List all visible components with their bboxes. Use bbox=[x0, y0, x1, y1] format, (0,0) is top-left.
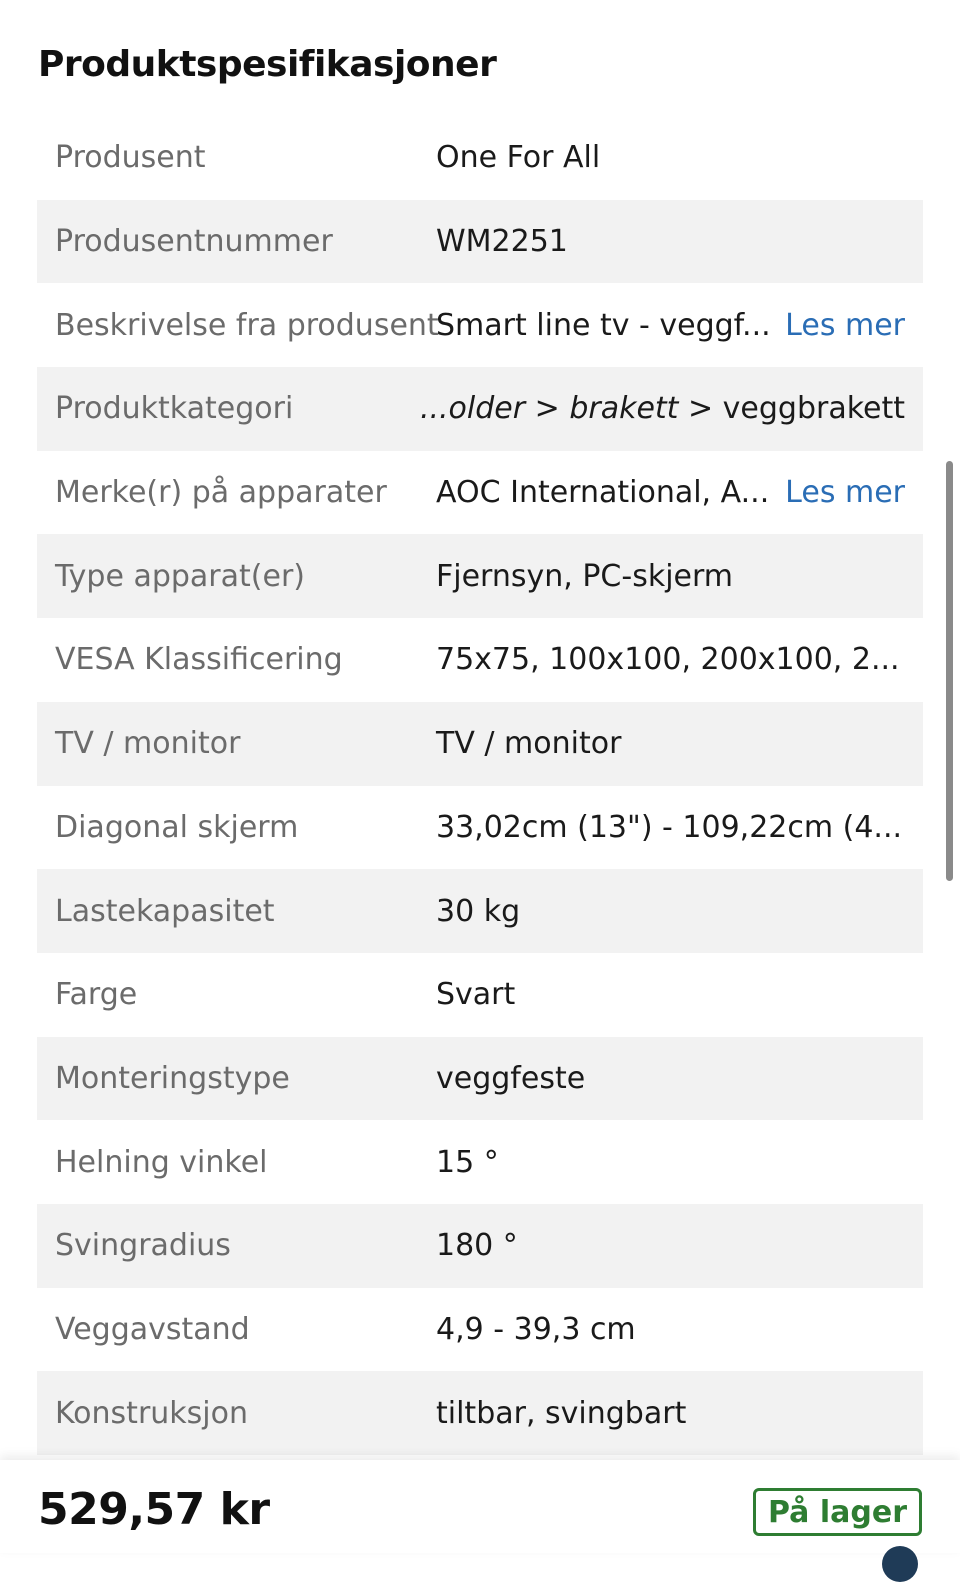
les-mer-link-merker[interactable]: Les mer bbox=[785, 475, 905, 511]
spec-row-veggavstand bbox=[37, 1288, 923, 1372]
category-breadcrumb[interactable] bbox=[419, 391, 923, 427]
spec-row-merker bbox=[37, 451, 923, 535]
spec-row-beskrivelse bbox=[37, 283, 923, 367]
spec-value: 30 kg bbox=[436, 893, 521, 929]
spec-value: TV / monitor bbox=[436, 726, 622, 762]
spec-row-diagonal bbox=[37, 786, 923, 870]
spec-value: Smart line tv - veggf... Les mer bbox=[436, 307, 905, 343]
scrollbar-thumb[interactable] bbox=[946, 461, 953, 881]
spec-row-farge bbox=[37, 953, 923, 1037]
spec-label: Veggavstand bbox=[55, 1311, 250, 1347]
spec-value: veggfeste bbox=[436, 1060, 586, 1096]
purchase-bar bbox=[0, 1460, 960, 1553]
les-mer-link-beskrivelse[interactable]: Les mer bbox=[785, 307, 905, 343]
spec-label: Konstruksjon bbox=[55, 1395, 248, 1431]
crumb-part[interactable]: brakett bbox=[569, 391, 679, 427]
chat-bubble-icon[interactable] bbox=[882, 1546, 918, 1582]
spec-value: WM2251 bbox=[436, 224, 568, 260]
spec-row-helning bbox=[37, 1120, 923, 1204]
spec-label: VESA Klassificering bbox=[55, 642, 343, 678]
spec-label: Produsentnummer bbox=[55, 224, 333, 260]
spec-label: Produsent bbox=[55, 140, 206, 176]
spec-row-monteringstype bbox=[37, 1037, 923, 1121]
spec-value: 75x75, 100x100, 200x100, 2... bbox=[436, 642, 900, 678]
crumb-part[interactable]: ...older bbox=[419, 391, 526, 427]
spec-label: Type apparat(er) bbox=[55, 558, 305, 594]
spec-row-svingradius bbox=[37, 1204, 923, 1288]
spec-table bbox=[37, 116, 923, 1455]
spec-value: 15 ° bbox=[436, 1144, 499, 1180]
spec-row-produsentnummer bbox=[37, 200, 923, 284]
spec-value: Svart bbox=[436, 977, 516, 1013]
spec-label: Farge bbox=[55, 977, 138, 1013]
spec-row-konstruksjon bbox=[37, 1371, 923, 1455]
product-price: 529,57 kr bbox=[38, 1484, 270, 1535]
stock-status-badge: På lager bbox=[753, 1488, 922, 1536]
spec-label: Lastekapasitet bbox=[55, 893, 275, 929]
spec-row-lastekapasitet bbox=[37, 869, 923, 953]
spec-value: 180 ° bbox=[436, 1228, 518, 1264]
spec-row-vesa bbox=[37, 618, 923, 702]
section-title: Produktspesifikasjoner bbox=[38, 44, 497, 85]
spec-value: 4,9 - 39,3 cm bbox=[436, 1311, 636, 1347]
spec-label: Monteringstype bbox=[55, 1060, 290, 1096]
crumb-separator: > bbox=[525, 391, 570, 427]
spec-label: Merke(r) på apparater bbox=[55, 475, 387, 511]
spec-row-produsent bbox=[37, 116, 923, 200]
spec-row-type-apparat bbox=[37, 534, 923, 618]
spec-label: Produktkategori bbox=[55, 391, 294, 427]
spec-value: 33,02cm (13") - 109,22cm (4... bbox=[436, 809, 903, 845]
crumb-part[interactable]: > veggbrakett bbox=[678, 391, 905, 427]
spec-value: tiltbar, svingbart bbox=[436, 1395, 687, 1431]
spec-row-tv-monitor bbox=[37, 702, 923, 786]
spec-value: Fjernsyn, PC-skjerm bbox=[436, 558, 734, 594]
spec-value: One For All bbox=[436, 140, 601, 176]
spec-label: Helning vinkel bbox=[55, 1144, 268, 1180]
spec-label: TV / monitor bbox=[55, 726, 241, 762]
spec-row-produktkategori bbox=[37, 367, 923, 451]
spec-label: Beskrivelse fra produsent bbox=[55, 307, 439, 343]
spec-value: AOC International, A... Les mer bbox=[436, 475, 905, 511]
spec-label: Diagonal skjerm bbox=[55, 809, 299, 845]
spec-label: Svingradius bbox=[55, 1228, 231, 1264]
